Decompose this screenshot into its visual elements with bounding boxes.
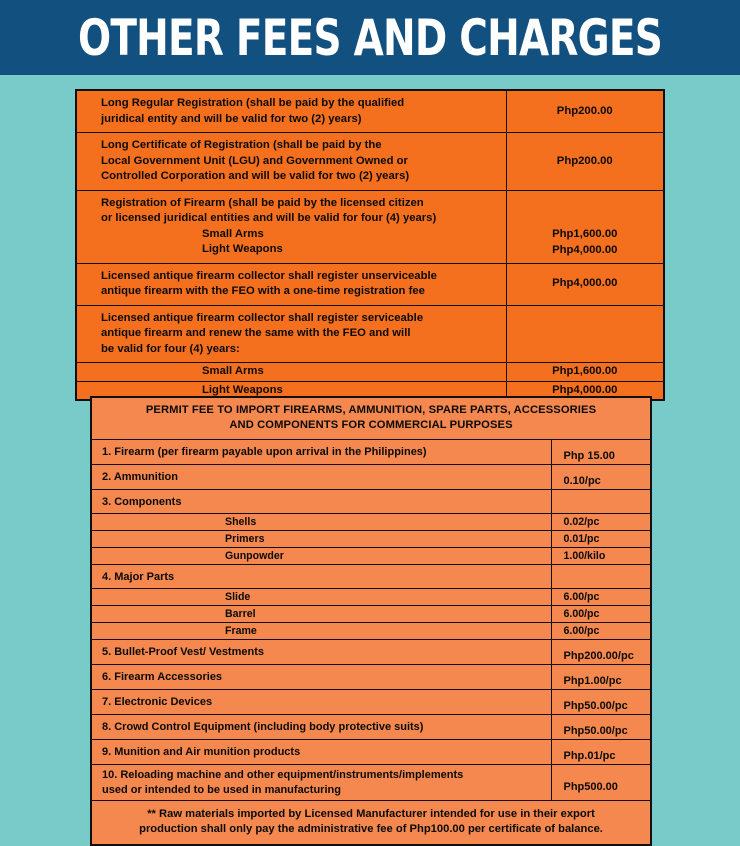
import-row-10-label: Frame xyxy=(91,623,551,640)
import-row-9-label: Barrel xyxy=(91,606,551,623)
registration-row-3-amount-small-arms: Php1,600.00 xyxy=(552,228,618,240)
import-row-5-label: Primers xyxy=(91,531,551,548)
table-footnote-row xyxy=(91,801,651,846)
table-row xyxy=(76,305,664,363)
table-row xyxy=(91,765,651,801)
import-row-12-label: 6. Firearm Accessories xyxy=(91,665,551,690)
registration-row-2-line-3: Controlled Corporation and will be valid for two (2) years) xyxy=(101,170,410,182)
page-title: OTHER FEES AND CHARGES xyxy=(77,8,663,67)
import-heading-line-1: PERMIT FEE TO IMPORT FIREARMS, AMMUNITION, SPARE PARTS, ACCESSORIES xyxy=(145,404,597,416)
table-header-row xyxy=(91,397,651,440)
table-row xyxy=(91,514,651,531)
table-row xyxy=(91,465,651,490)
import-row-13-price: Php50.00/pc xyxy=(551,690,651,715)
registration-row-3-description xyxy=(76,190,506,263)
registration-row-3-amounts xyxy=(506,190,664,263)
registration-row-1-line-2: juridical entity and will be valid for two (2) years) xyxy=(101,112,362,125)
import-row-16-price: Php500.00 xyxy=(551,765,651,801)
import-row-8-label: Slide xyxy=(91,589,551,606)
import-row-11-price: Php200.00/pc xyxy=(551,640,651,665)
import-table-footnote xyxy=(91,801,651,846)
registration-row-4-amount: Php4,000.00 xyxy=(506,263,664,305)
import-row-7-label: 4. Major Parts xyxy=(91,565,551,589)
registration-row-5-line-2: antique firearm and renew the same with the FEO and will xyxy=(101,327,411,339)
import-row-6-price: 1.00/kilo xyxy=(551,548,651,565)
import-row-8-price: 6.00/pc xyxy=(551,589,651,606)
import-row-14-price: Php50.00/pc xyxy=(551,715,651,740)
import-footnote-line-1: ** Raw materials imported by Licensed Manufacturer intended for use in their export xyxy=(147,808,595,820)
import-row-15-label: 9. Munition and Air munition products xyxy=(91,740,551,765)
registration-row-3-sub-2: Light Weapons xyxy=(202,243,283,255)
import-row-12-price: Php1.00/pc xyxy=(551,665,651,690)
import-row-13-label: 7. Electronic Devices xyxy=(91,690,551,715)
table-row xyxy=(91,589,651,606)
other-fees-and-charges-table xyxy=(75,89,665,401)
table-row xyxy=(91,690,651,715)
table-row xyxy=(91,665,651,690)
import-row-7-price xyxy=(551,565,651,589)
table-row xyxy=(76,190,664,263)
import-row-4-price: 0.02/pc xyxy=(551,514,651,531)
table-row xyxy=(76,263,664,305)
table-row xyxy=(91,740,651,765)
import-row-16-label xyxy=(91,765,551,801)
permit-fee-to-import-table xyxy=(90,396,652,846)
import-row-3-label: 3. Components xyxy=(91,490,551,514)
registration-row-3-amount-light-weapons: Php4,000.00 xyxy=(552,243,618,256)
registration-row-7-amount: Php4,000.00 xyxy=(506,381,664,400)
import-row-1-price: Php 15.00 xyxy=(551,440,651,465)
import-footnote-line-2: production shall only pay the administrative fee of Php100.00 per certificate of balance. xyxy=(139,823,603,835)
registration-row-5-amount xyxy=(506,305,664,363)
table-row xyxy=(91,623,651,640)
registration-row-5-line-3: be valid for four (4) years: xyxy=(101,342,240,355)
table-row xyxy=(91,565,651,589)
import-row-10-price: 6.00/pc xyxy=(551,623,651,640)
import-row-4-label: Shells xyxy=(91,514,551,531)
import-row-5-price: 0.01/pc xyxy=(551,531,651,548)
import-row-2-label: 2. Ammunition xyxy=(91,465,551,490)
registration-row-1-description xyxy=(76,90,506,133)
table-row xyxy=(91,640,651,665)
import-row-15-price: Php.01/pc xyxy=(551,740,651,765)
table-row xyxy=(76,363,664,382)
registration-row-4-description xyxy=(76,263,506,305)
table-row xyxy=(91,548,651,565)
import-table-heading xyxy=(91,397,651,440)
registration-row-2-description xyxy=(76,133,506,191)
table-row xyxy=(91,606,651,623)
import-heading-line-2: AND COMPONENTS FOR COMMERCIAL PURPOSES xyxy=(229,419,513,431)
import-row-11-label: 5. Bullet-Proof Vest/ Vestments xyxy=(91,640,551,665)
registration-row-1-line-1: Long Regular Registration (shall be paid by the qualified xyxy=(101,97,405,109)
registration-row-2-amount: Php200.00 xyxy=(506,133,664,191)
import-row-6-label: Gunpowder xyxy=(91,548,551,565)
registration-row-6-amount: Php1,600.00 xyxy=(506,363,664,382)
import-row-2-price: 0.10/pc xyxy=(551,465,651,490)
table-row xyxy=(91,490,651,514)
registration-row-4-line-1: Licensed antique firearm collector shall register unserviceable xyxy=(101,269,437,282)
registration-row-1-amount: Php200.00 xyxy=(506,90,664,133)
registration-row-6-description: Small Arms xyxy=(76,363,506,382)
registration-row-2-line-2: Local Government Unit (LGU) and Government Owned or xyxy=(101,154,408,167)
import-row-16-line-1: 10. Reloading machine and other equipment/instruments/implements xyxy=(102,769,464,781)
import-row-3-price xyxy=(551,490,651,514)
table-row xyxy=(91,715,651,740)
registration-row-3-line-1: Registration of Firearm (shall be paid by the licensed citizen xyxy=(101,196,424,209)
registration-row-2-line-1: Long Certificate of Registration (shall be paid by the xyxy=(101,139,382,151)
import-row-16-line-2: used or intended to be used in manufacturing xyxy=(102,783,341,796)
import-row-1-label: 1. Firearm (per firearm payable upon arrival in the Philippines) xyxy=(91,440,551,465)
table-row xyxy=(91,531,651,548)
table-row xyxy=(91,440,651,465)
import-row-14-label: 8. Crowd Control Equipment (including body protective suits) xyxy=(91,715,551,740)
registration-row-3-sub-1: Small Arms xyxy=(202,227,264,240)
import-row-9-price: 6.00/pc xyxy=(551,606,651,623)
registration-row-5-line-1: Licensed antique firearm collector shall register serviceable xyxy=(101,311,424,324)
registration-row-5-description xyxy=(76,305,506,363)
registration-row-4-line-2: antique firearm with the FEO with a one-time registration fee xyxy=(101,285,425,297)
table-row xyxy=(76,133,664,191)
registration-row-7-description: Light Weapons xyxy=(76,381,506,400)
table-row xyxy=(76,90,664,133)
registration-row-3-line-2: or licensed juridical entities and will be valid for four (4) years) xyxy=(101,212,437,224)
